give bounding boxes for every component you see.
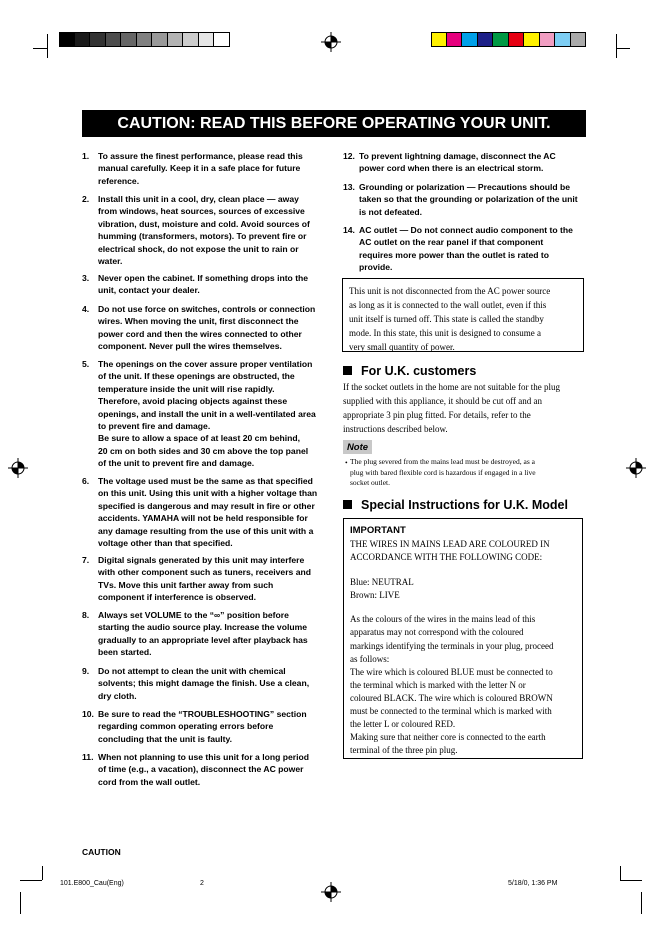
crop-mark [33, 48, 47, 49]
gray-swatch [168, 32, 184, 47]
uk-heading-text: For U.K. customers [361, 364, 477, 378]
item-text-line: component. Never pull the wires themselves. [98, 341, 282, 352]
item-text-line: of the unit to prevent fire and damage. [98, 458, 255, 469]
color-swatch [524, 32, 540, 47]
uk-customers-heading [343, 364, 476, 378]
crop-mark [616, 48, 630, 49]
important-box [343, 518, 583, 759]
note-bullet: • [345, 458, 348, 467]
registration-mark-icon [626, 458, 646, 478]
item-number: 4. [82, 304, 90, 314]
item-number: 7. [82, 555, 90, 565]
body-line: apparatus may not correspond with the coloured [350, 627, 524, 638]
item-text-line: Be sure to read the “TROUBLESHOOTING” section [98, 709, 307, 719]
item-text-line: electrical shock, do not expose the unit to rain or [98, 243, 299, 254]
item-text [359, 181, 578, 218]
item-number: 2. [82, 194, 90, 204]
body-line: coloured BLACK. The wire which is coloured BROWN [350, 692, 553, 703]
code-line: Brown: LIVE [350, 590, 400, 601]
item-text-line: on this unit. Using this unit with a higher voltage than [98, 488, 318, 499]
item-text [98, 272, 308, 297]
item-number: 8. [82, 610, 90, 620]
item-text [98, 609, 308, 659]
item-text-line: When not planning to use this unit for a long period [98, 752, 310, 762]
item-text-line: The openings on the cover assure proper ventilation [98, 359, 313, 369]
color-swatch [571, 32, 587, 47]
registration-mark-icon [8, 458, 28, 478]
color-swatch [540, 32, 556, 47]
gray-swatch [75, 32, 91, 47]
item-text-line: requires more power than the outlet is rated to [359, 249, 550, 260]
item-text-line: been started. [98, 647, 152, 658]
body-line: The wire which is coloured BLUE must be connected to [350, 666, 553, 677]
item-text [98, 358, 316, 470]
crop-mark [620, 880, 642, 881]
footer-date: 5/18/0, 1:36 PM [508, 880, 558, 887]
crop-mark [47, 34, 48, 58]
color-swatch [447, 32, 463, 47]
crop-mark [620, 866, 621, 880]
uk-text-line: If the socket outlets in the home are not suitable for the plug [343, 382, 560, 392]
color-swatch [462, 32, 478, 47]
gray-swatch [106, 32, 122, 47]
notice-line: as long as it is connected to the wall outlet, even if this [349, 300, 547, 310]
item-number: 9. [82, 666, 90, 676]
item-text-line: power cord and then the wires connected to other [98, 328, 302, 339]
special-heading-text: Special Instructions for U.K. Model [361, 498, 568, 512]
footer-page-number: 2 [200, 880, 204, 887]
item-text [98, 751, 309, 788]
footer-file-name: 101.E800_Cau(Eng) [60, 880, 124, 887]
item-text-line: any damage resulting from the use of this unit with a [98, 525, 314, 536]
item-text-line: water. [98, 256, 123, 267]
item-text-line: is not defeated. [359, 206, 423, 217]
item-text [98, 665, 309, 702]
item-text [359, 224, 573, 274]
uk-instructions-text [343, 380, 588, 436]
uk-text-line: supplied with this appliance, it should be cut off and an [343, 396, 543, 406]
item-text-line: cord from the wall outlet. [98, 776, 201, 787]
item-text-line: To assure the finest performance, please read this [98, 151, 303, 161]
body-line: as follows: [350, 653, 390, 664]
item-text-line: wires. When moving the unit, first disconnect the [98, 316, 299, 327]
item-text-line: with other component such as tuners, receivers and [98, 567, 311, 578]
note-label: Note [343, 440, 372, 454]
item-text-line: Never open the cabinet. If something drops into the [98, 273, 309, 283]
warning-line: ACCORDANCE WITH THE FOLLOWING CODE: [350, 552, 543, 563]
item-text-line: voltage other than that specified. [98, 538, 233, 549]
item-text [98, 475, 317, 549]
item-text-line: manual carefully. Keep it in a safe place for future [98, 163, 301, 174]
crop-mark [616, 34, 617, 58]
item-text-line: Grounding or polarization — Precautions should be [359, 182, 571, 192]
crop-mark [42, 866, 43, 880]
gray-swatch [214, 32, 230, 47]
crop-mark [20, 892, 21, 914]
item-text-line: TVs. Move this unit farther away from such [98, 579, 274, 590]
crop-mark [641, 892, 642, 914]
item-text-line: component if interference is observed. [98, 592, 257, 603]
notice-line: very small quantity of power. [349, 342, 455, 352]
item-text-line: power cord when there is an electrical storm. [359, 163, 544, 174]
color-swatch [493, 32, 509, 47]
color-swatch [478, 32, 494, 47]
item-text-line: humming (transformers, motors). To prevent fire or [98, 231, 307, 242]
body-line: must be connected to the terminal which is marked with [350, 706, 552, 717]
warning-line: THE WIRES IN MAINS LEAD ARE COLOURED IN [350, 539, 550, 549]
item-text-line: 20 cm on both sides and 30 cm above the top panel [98, 445, 309, 456]
caution-banner [82, 110, 586, 137]
note-line: The plug severed from the mains lead must be destroyed, as a [350, 457, 535, 466]
note-line: socket outlet. [350, 478, 390, 487]
gray-swatch [121, 32, 137, 47]
item-text-line: dry cloth. [98, 690, 137, 701]
item-text-line: of time (e.g., a vacation), disconnect the AC power [98, 764, 304, 775]
color-swatch [555, 32, 571, 47]
item-text-line: starting the audio source play. Increase the volume [98, 622, 308, 633]
item-text-line: to prevent fire and damage. [98, 421, 211, 432]
gray-swatch [90, 32, 106, 47]
notice-line: This unit is not disconnected from the AC power source [349, 286, 551, 296]
item-text-line: provide. [359, 262, 393, 273]
registration-mark-icon [321, 32, 341, 52]
item-text-line: AC outlet — Do not connect audio component to the [359, 225, 573, 235]
standby-notice-box [342, 278, 584, 352]
item-text [98, 554, 311, 604]
body-line: Making sure that neither core is connected to the earth [350, 732, 546, 743]
item-text [98, 303, 315, 353]
item-text-line: temperature inside the unit will rise rapidly. [98, 383, 275, 394]
notice-line: unit itself is turned off. This state is called the standby [349, 314, 544, 324]
item-number: 6. [82, 476, 90, 486]
body-line: the letter L or coloured RED. [350, 719, 456, 730]
body-line: markings identifying the terminals in your plug, proceed [350, 640, 554, 651]
body-line: As the colours of the wires in the mains lead of this [350, 614, 536, 625]
square-bullet-icon [343, 500, 352, 509]
item-text-line: gradually to an appropriate level after playback has [98, 634, 308, 645]
item-number: 5. [82, 359, 90, 369]
item-text-line: Be sure to allow a space of at least 20 cm behind, [98, 433, 301, 444]
item-number: 12. [343, 151, 355, 161]
item-text-line: The voltage used must be the same as that specified [98, 476, 313, 486]
important-title: IMPORTANT [350, 525, 406, 536]
crop-mark [20, 880, 42, 881]
item-text-line: of the unit. If these openings are obstructed, the [98, 371, 295, 382]
item-text-line: specified is dangerous and may result in fire or other [98, 500, 315, 511]
gray-swatch [137, 32, 153, 47]
item-text-line: Do not attempt to clean the unit with chemical [98, 666, 286, 676]
item-text-line: concluding that the unit is faulty. [98, 733, 232, 744]
item-text-line: Install this unit in a cool, dry, clean place — away [98, 194, 299, 204]
item-text-line: Do not use force on switches, controls or connection [98, 304, 316, 314]
item-text-line: accidents. YAMAHA will not be held responsible for [98, 513, 308, 524]
uk-text-line: instructions described below. [343, 424, 448, 434]
gray-swatch [152, 32, 168, 47]
registration-mark-icon [321, 882, 341, 902]
item-number: 3. [82, 273, 90, 283]
banner-title: CAUTION: READ THIS BEFORE OPERATING YOUR UNIT. [117, 114, 551, 132]
color-swatch [431, 32, 447, 47]
item-number: 11. [82, 752, 94, 762]
color-swatch [509, 32, 525, 47]
item-number: 1. [82, 151, 90, 161]
item-number: 10. [82, 709, 94, 719]
item-text-line: taken so that the grounding or polarization of the unit [359, 194, 578, 205]
item-text-line: Always set VOLUME to the “∞” position before [98, 610, 289, 620]
item-text-line: openings, and install the unit in a well-ventilated area [98, 408, 316, 419]
item-text [359, 150, 556, 175]
item-text [98, 150, 303, 187]
notice-line: mode. In this state, this unit is designed to consume a [349, 328, 541, 338]
wire-colour-code [350, 576, 576, 602]
item-text-line: regarding common operating errors before [98, 721, 274, 732]
item-number: 14. [343, 225, 355, 235]
item-text-line: unit, contact your dealer. [98, 285, 200, 296]
important-body [350, 613, 576, 757]
item-text [98, 708, 307, 745]
note-text [350, 457, 590, 489]
uk-text-line: appropriate 3 pin plug fitted. For details, refer to the [343, 410, 531, 420]
gray-swatch [199, 32, 215, 47]
footer-section-label: CAUTION [82, 847, 121, 857]
special-instructions-heading [343, 498, 568, 512]
item-text-line: AC outlet on the rear panel if that component [359, 237, 544, 248]
item-text-line: To prevent lightning damage, disconnect the AC [359, 151, 556, 161]
item-text-line: solvents; this might damage the finish. Use a clean, [98, 678, 310, 689]
important-warning [350, 538, 576, 564]
code-line: Blue: NEUTRAL [350, 577, 414, 588]
item-text-line: from windows, heat sources, sources of excessive [98, 206, 305, 217]
item-text-line: reference. [98, 175, 140, 186]
gray-calibration-bar [59, 32, 230, 47]
square-bullet-icon [343, 366, 352, 375]
item-text-line: Therefore, avoid placing objects against these [98, 396, 288, 407]
body-line: the terminal which is marked with the letter N or [350, 679, 526, 690]
item-text-line: Digital signals generated by this unit may interfere [98, 555, 305, 565]
gray-swatch [59, 32, 75, 47]
item-text-line: vibration, dust, moisture and cold. Avoid sources of [98, 218, 310, 229]
gray-swatch [183, 32, 199, 47]
note-line: plug with bared flexible cord is hazardous if engaged in a live [350, 467, 536, 477]
item-number: 13. [343, 182, 355, 192]
body-line: terminal of the three pin plug. [350, 745, 458, 756]
color-calibration-bar [431, 32, 586, 47]
item-text [98, 193, 310, 267]
